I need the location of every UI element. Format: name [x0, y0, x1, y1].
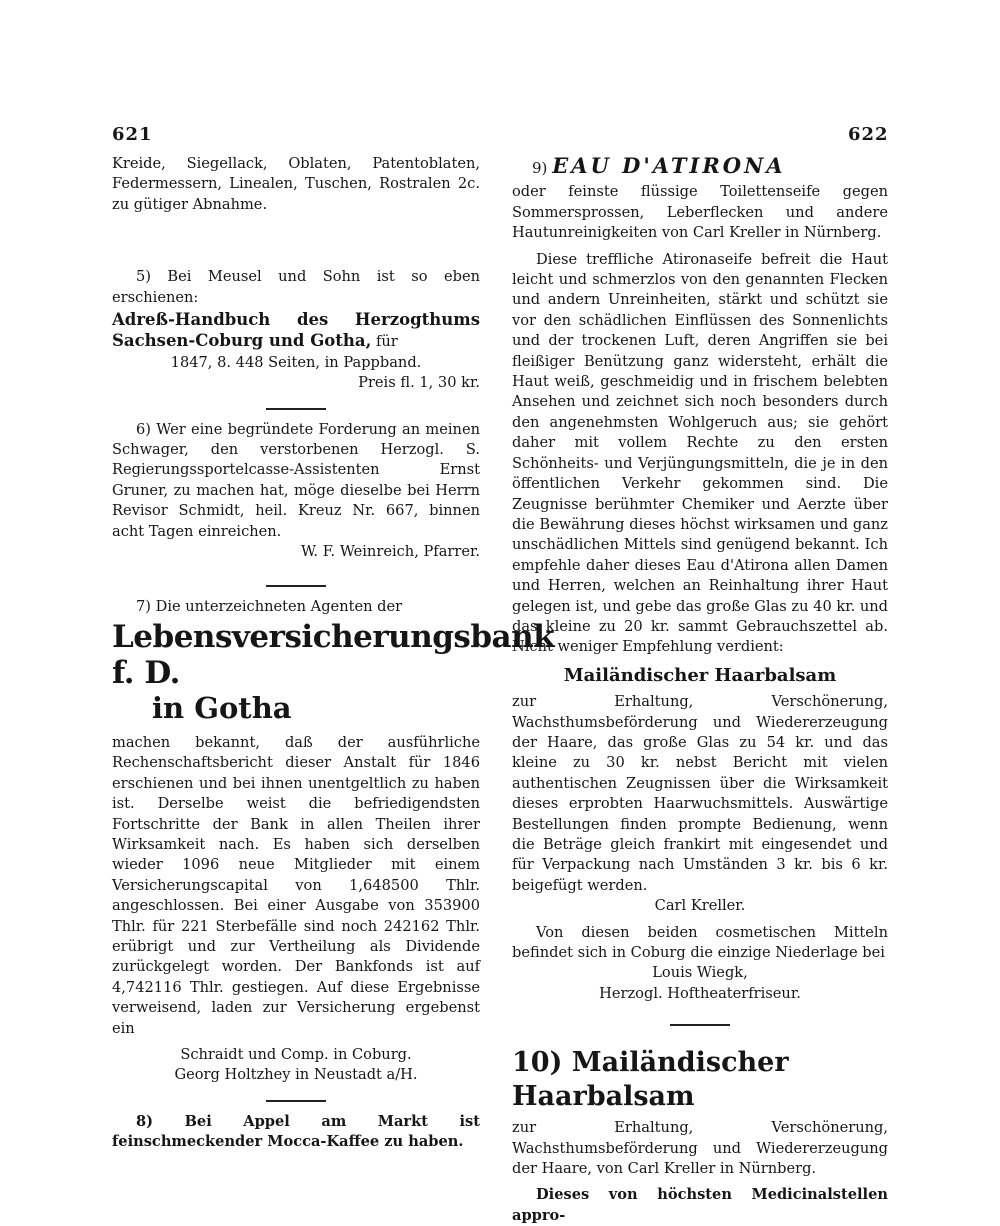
notice-5-title-block	[112, 310, 480, 353]
divider	[670, 1024, 730, 1026]
notice-9-title: EAU D'ATIRONA	[552, 153, 786, 178]
divider	[266, 585, 326, 587]
notice-9-subtitle: oder feinste flüssige Toilettenseife gegen Sommersprossen, Leberflecken und andere Hautunreinigkeiten von Carl Kreller in Nürnberg.	[512, 183, 888, 242]
notice-6-text: 6) Wer eine begründete Forderung an meinen Schwager, den verstorbenen Herzogl. S. Regierungssportelcasse-Assistenten Ernst Gruner, zu machen hat, möge dieselbe bei Herrn Revisor Schmidt, heil. Kreuz Nr. 667, binnen acht Tagen einreichen.	[112, 420, 480, 540]
right-column	[512, 154, 888, 1226]
divider	[266, 408, 326, 410]
notice-7-title: Lebensversicherungsbank f. D.	[112, 618, 555, 691]
notice-7-body: machen bekannt, daß der ausführliche Rechenschaftsbericht dieser Anstalt für 1846 erschienen und bei ihnen unentgeltlich zu haben ist. Derselbe weist die befriedigendsten Fortschritte der Bank in allen Theilen ihrer Wirksamkeit nach. Es haben sich derselben wieder 1096 neue Mitglieder mit einem Versicherungscapital von 1,648500 Thlr. angeschlossen. Bei einer Ausgabe von 353900 Thlr. für 221 Sterbefälle sind noch 242162 Thlr. erübrigt und zur Vertheilung als Dividende zurückgelegt worden. Der Bankfonds ist auf 4,742116 Thlr. gestiegen. Auf diese Ergebnisse verweisend, laden zur Versicherung ergebenst ein	[112, 733, 480, 1037]
right-page-number: 622	[848, 124, 889, 145]
notice-9-number: 9)	[532, 159, 548, 177]
intro-text: Kreide, Siegellack, Oblaten, Patentoblaten, Federmessern, Linealen, Tuschen, Rostralen 2c. zu gütiger Abnahme.	[112, 155, 480, 213]
notice-6-signature: W. F. Weinreich, Pfarrer.	[300, 543, 480, 561]
notice-5-price: Preis fl. 1, 30 kr.	[358, 374, 480, 392]
notice-10-subtitle: zur Erhaltung, Verschönerung, Wachsthumsbeförderung und Wiedererzeugung der Haare, von Carl Kreller in Nürnberg.	[512, 1119, 888, 1178]
notice-5-for: für	[376, 333, 398, 351]
hair-balsam-body: zur Erhaltung, Verschönerung, Wachsthumsbeförderung und Wiedererzeugung der Haare, das große Glas zu 54 kr. und das kleine zu 30 kr. nebst Bericht mit vielen authentischen Zeugnissen über die Wirksamkeit dieses erprobten Haarwuchsmittels. Auswärtige Bestellungen finden prompte Bedienung, wenn die Beträge gleich frankirt mit eingesendet und für Verpackung nach Umständen 3 kr. bis 6 kr. beigefügt werden.	[512, 693, 888, 894]
notice-7-lead: 7) Die unterzeichneten Agenten der	[136, 597, 403, 615]
notice-10-title: 10) Mailändischer Haarbalsam	[512, 1047, 789, 1113]
notice-10-body: Dieses von höchsten Medicinalstellen appro-	[512, 1186, 888, 1224]
left-page-number: 621	[112, 124, 153, 145]
depot-text: Von diesen beiden cosmetischen Mitteln befindet sich in Coburg die einzige Niederlage bei	[512, 923, 888, 962]
notice-7-agent-1: Schraidt und Comp. in Coburg.	[180, 1046, 412, 1063]
notice-5-title: Adreß-Handbuch des Herzogthums Sachsen-Coburg und Gotha,	[112, 310, 480, 351]
notice-9-heading	[532, 153, 888, 178]
depot-role: Herzogl. Hoftheaterfriseur.	[599, 984, 801, 1002]
left-column	[112, 154, 555, 1153]
notice-9-body: Diese treffliche Atironaseife befreit die Haut leicht und schmerzlos von den genannten Flecken und andern Unreinheiten, stärkt und schützt sie vor den schädlichen Einflüssen des Sonnenlichts und der trockenen Luft, deren Angriffen sie bei fleißiger Benützung ganz widersteht, erhält die Haut weiß, geschmeidig und in frischem belebten Ansehen und zeichnet sich noch besonders durch den angenehmsten Wohlgeruch aus; sie gehört daher mit vollem Rechte zu den ersten Schönheits- und Verjüngungsmitteln, die je in den öffentlichen Verkehr gekommen sind. Die Zeugnisse berühmter Chemiker und Aerzte über die Bewährung dieses höchst wirksamen und ganz unschädlichen Mittels sind genügend bekannt. Ich empfehle daher dieses Eau d'Atirona allen Damen und Herren, welchen an Reinhaltung ihrer Haut gelegen ist, und gebe das große Glas zu 40 kr. und das kleine zu 20 kr. sammt Gebrauchszettel ab. Nicht weniger Empfehlung verdient:	[512, 250, 888, 656]
hair-balsam-title: Mailändischer Haarbalsam	[563, 664, 837, 686]
hair-balsam-signature: Carl Kreller.	[654, 897, 746, 915]
depot-name: Louis Wiegk,	[652, 964, 748, 982]
notice-7-city: in Gotha	[152, 690, 292, 725]
notice-8-text: 8) Bei Appel am Markt ist feinschmeckender Mocca-Kaffee zu haben.	[112, 1112, 480, 1151]
notice-7-agent-2: Georg Holtzhey in Neustadt a/H.	[174, 1066, 418, 1084]
notice-5-lead: 5) Bei Meusel und Sohn ist so eben erschienen:	[112, 268, 480, 306]
divider	[266, 1100, 326, 1102]
notice-5-details: 1847, 8. 448 Seiten, in Pappband.	[170, 353, 422, 371]
